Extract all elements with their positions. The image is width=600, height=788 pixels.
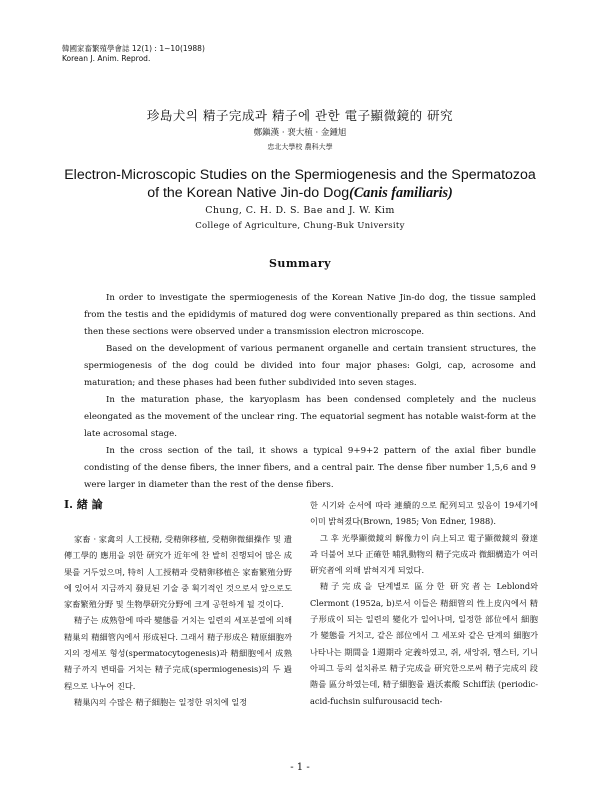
korean-affiliation: 忠北大學校 農科大學	[267, 143, 333, 151]
body-paragraph: 精子完成을 단계별로 區分한 研究者는 Leblond와 Clermont (1952a, b)로서 이들은 精細管의 性上皮內에서 精子形成이 되는 일련의 變化가 일어나며, 일정한 部位에서 細胞가 變態를 거치고, 같은 部位에서 그 세포와 같은 단계의 細胞가 나타나는 期間을 1週期라 定義하였고, 쥐, 새앙쥐, 햄스터, 기니아피그 등의 설치류로 精子完成을 研究한으로써 精子完成의 段階를 區分하였는데, 精子細胞를 過沃素酸 Schiff法 (periodic-acid-fuchsin sulfurousacid tech-	[310, 581, 538, 706]
abstract	[84, 290, 536, 494]
english-authors: Chung, C. H. D. S. Bae and J. W. Kim	[205, 205, 395, 216]
body-paragraph: 그 후 光學顯微鏡의 解像力이 向上되고 電子顯微鏡의 發達과 더불어 보다 正確한 哺乳動物의 精子完成과 微細構造가 여러 研究者에 의해 밝혀지게 되었다.	[310, 532, 538, 576]
abstract-paragraph: In order to investigate the spermiogenesis of the Korean Native Jin-do dog, the tissue sampled from the testis and the epididymis of matured dog were conventionally prepared as thin sections. And then these sections were observed under a transmission electron microscope.	[84, 293, 536, 337]
body-paragraph: 精子는 成熟함에 따라 變態를 거치는 일련의 세포분열에 의해 精巢의 精細管內에서 形成된다. 그래서 精子形成은 精原細胞까지의 정세포 형성(spermatocytogenesis)과 精細胞에서 成熟精子까지 변태를 거치는 精子完成(spermiogenesis)의 두 過程으로 나누어 진다.	[64, 615, 292, 691]
summary-heading: Summary	[268, 257, 332, 270]
korean-title: 珍島犬의 精子完成과 精子에 관한 電子顯微鏡的 研究	[146, 108, 454, 123]
korean-authors: 鄭鎭漢 · 裵大植 · 金鍾旭	[253, 128, 347, 138]
journal-citation-ko: 韓國家畜繁殖學會誌 12(1) : 1~10(1988)	[62, 44, 205, 53]
english-title-prefix: of the Korean Native Jin-do Dog	[147, 185, 350, 201]
left-column	[64, 497, 292, 710]
body-paragraph: 家畜 · 家禽의 人工授精, 受精卵移植, 受精卵微細操作 및 遺傳工學的 應用을 위한 研究가 近年에 찬 발히 진행되어 많은 成果를 거두었으며, 特히 人工授精과 受精卵移植은 家畜繁殖分野에 있어서 지금까지 發見된 기술 중 획기적인 것으로서 앞으로도 家畜繁殖分野 및 生物學研究分野에 크게 공헌하게 될 것이다.	[64, 534, 292, 610]
body-paragraph: 精巢內의 수많은 精子細胞는 일정한 위치에 일정	[74, 696, 248, 707]
abstract-paragraph: In the cross section of the tail, it shows a typical 9+9+2 pattern of the axial fiber bundle condisting of the dense fibers, the inner fibers, and a central pair. The dense fiber number 1,5,6 and 9 were larger in diameter than the rest of the dense fibers.	[84, 446, 536, 490]
english-affiliation: College of Agriculture, Chung-Buk University	[195, 221, 405, 231]
abstract-paragraph: In the maturation phase, the karyoplasm has been condensed completely and the nucleus eleongated as the movement of the unclear ring. The equatorial segment has notable waist-form at the late acrosomal stage.	[84, 395, 536, 439]
abstract-paragraph: Based on the development of various permanent organelle and certain transient structures, the spermiogenesis of the dog could be divided into four major phases: Golgi, cap, acrosome and maturation; and these phases had been futher subdivided into seven stages.	[84, 344, 536, 388]
body-paragraph: 한 시기와 순서에 따라 連續的으로 配列되고 있음이 19세기에 이미 밝혀졌다(Brown, 1985; Von Edner, 1988).	[310, 500, 538, 527]
journal-citation-en: Korean J. Anim. Reprod.	[62, 54, 151, 63]
journal-header	[62, 44, 205, 64]
english-title	[40, 166, 560, 202]
page-number: - 1 -	[290, 762, 310, 773]
species-name: (Canis familiaris)	[349, 185, 453, 201]
english-title-line1: Electron-Microscopic Studies on the Spermiogenesis and the Spermatozoa	[64, 167, 536, 183]
section-heading: Ⅰ. 緖 論	[64, 498, 103, 511]
right-column	[310, 497, 538, 709]
english-title-line2	[40, 184, 560, 202]
